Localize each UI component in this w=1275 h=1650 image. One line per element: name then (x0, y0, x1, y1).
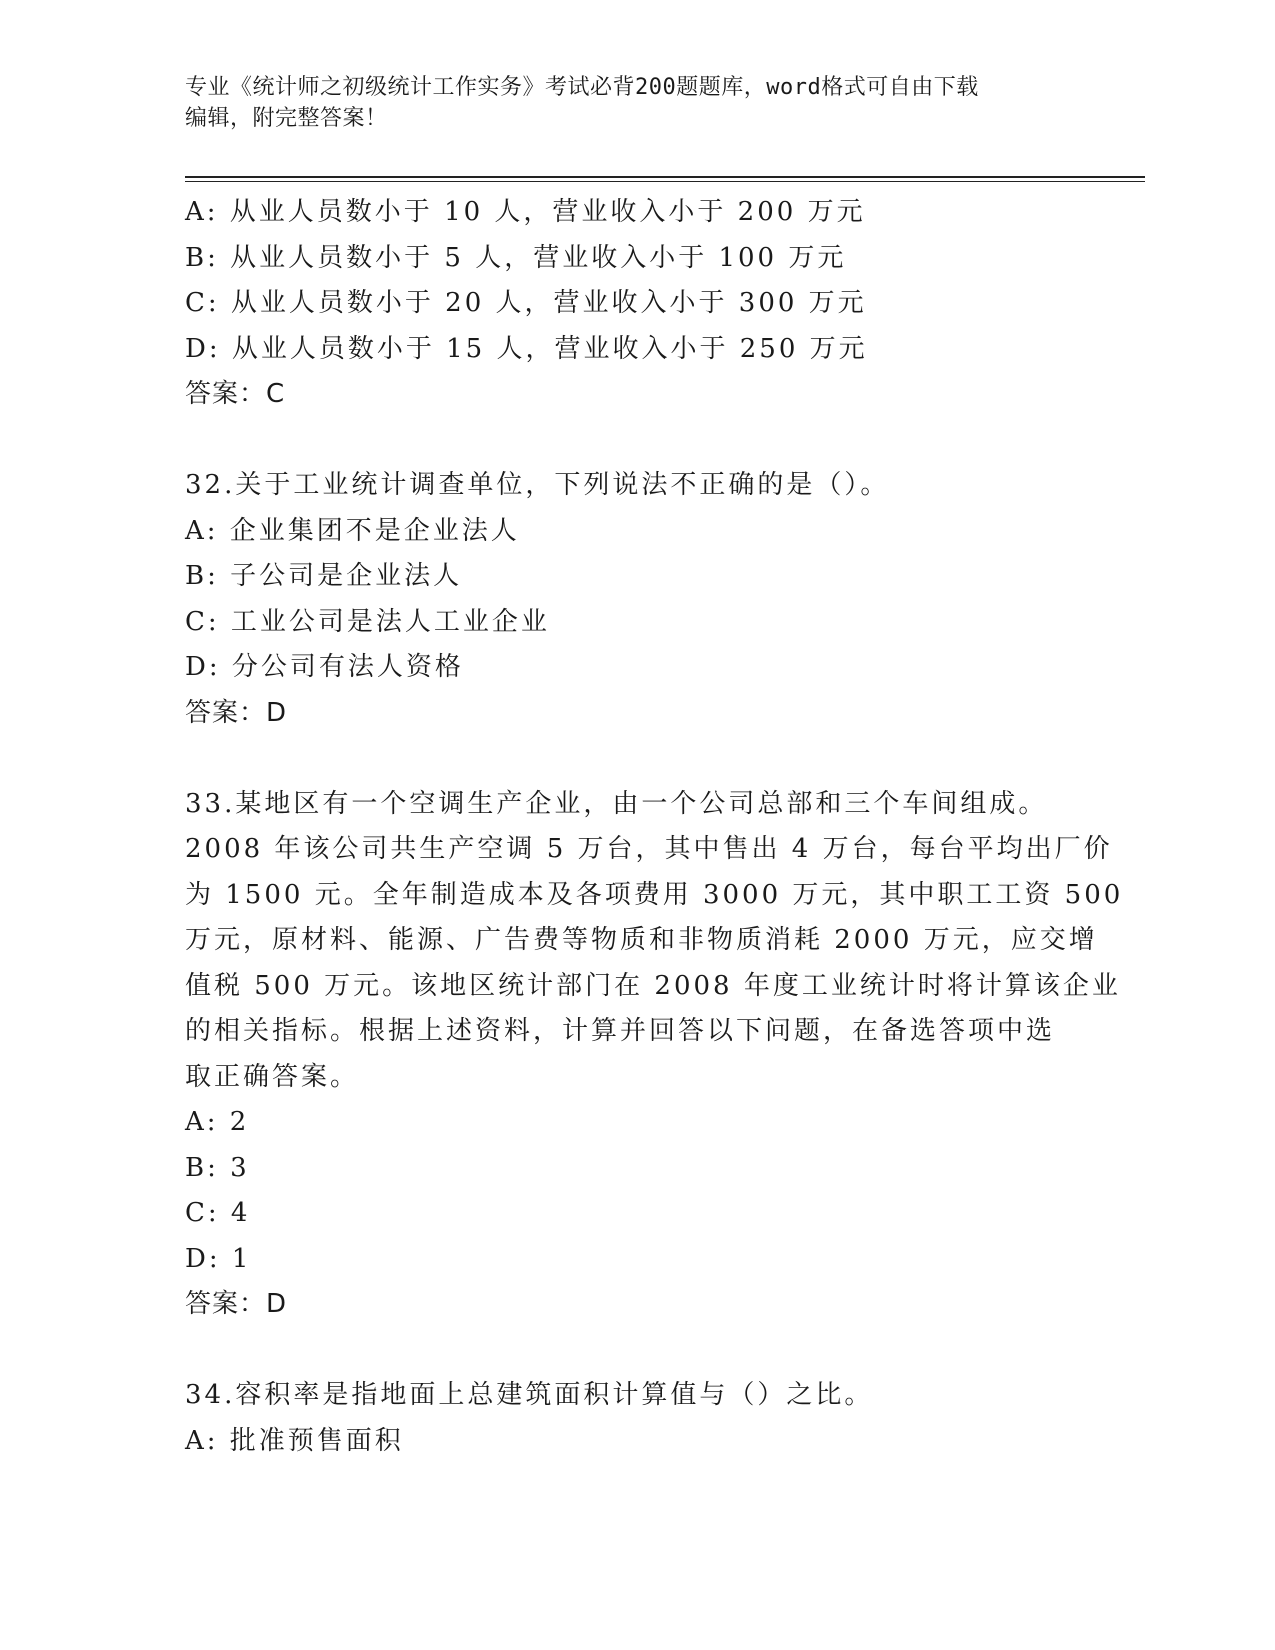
question-31 (185, 190, 1085, 418)
header-rule-thick (185, 176, 1145, 178)
header-rule-thin (185, 181, 1145, 182)
question-stem-line: 的相关指标。根据上述资料，计算并回答以下问题，在备选答项中选 (185, 1016, 1056, 1046)
option-b: B: 3 (185, 1152, 250, 1183)
answer-label: 答案：D (185, 1289, 288, 1319)
option-a: A: 2 (185, 1107, 250, 1137)
question-stem-line: 33.某地区有一个空调生产企业，由一个公司总部和三个车间组成。 (185, 788, 1048, 819)
question-list (185, 190, 1124, 1464)
question-stem-line: 取正确答案。 (185, 1061, 360, 1092)
option-d: D: 从业人员数小于 15 人，营业收入小于 250 万元 (185, 333, 868, 364)
header-line-2: 编辑，附完整答案！ (185, 106, 388, 131)
question-stem-line: 万元，原材料、能源、广告费等物质和非物质消耗 2000 万元，应交增 (185, 925, 1098, 955)
option-c: C: 工业公司是法人工业企业 (185, 606, 550, 637)
question-32 (185, 463, 1085, 736)
option-b: B: 子公司是企业法人 (185, 561, 463, 591)
option-d: D: 1 (185, 1243, 252, 1274)
question-34 (185, 1373, 1085, 1464)
question-stem-line: 为 1500 元。全年制造成本及各项费用 3000 万元，其中职工工资 500 (185, 879, 1124, 910)
option-a: A: 从业人员数小于 10 人，营业收入小于 200 万元 (185, 197, 866, 227)
answer-label: 答案：C (185, 379, 286, 409)
question-stem: 32.关于工业统计调查单位，下列说法不正确的是（）。 (185, 470, 890, 500)
option-a: A: 批准预售面积 (185, 1425, 404, 1456)
option-c: C: 从业人员数小于 20 人，营业收入小于 300 万元 (185, 288, 867, 318)
question-stem-line: 2008 年该公司共生产空调 5 万台，其中售出 4 万台，每台平均出厂价 (185, 834, 1113, 864)
answer-label: 答案：D (185, 697, 288, 728)
option-b: B: 从业人员数小于 5 人，营业收入小于 100 万元 (185, 242, 847, 273)
question-stem-line: 值税 500 万元。该地区统计部门在 2008 年度工业统计时将计算该企业 (185, 970, 1121, 1001)
header-line-1: 专业《统计师之初级统计工作实务》考试必背200题题库，word格式可自由下载 (185, 75, 979, 100)
option-c: C: 4 (185, 1198, 251, 1228)
option-d: D: 分公司有法人资格 (185, 652, 464, 682)
option-a: A: 企业集团不是企业法人 (185, 515, 520, 546)
question-33 (185, 782, 1124, 1328)
document-header (185, 72, 1085, 134)
question-stem: 34.容积率是指地面上总建筑面积计算值与（）之比。 (185, 1380, 874, 1410)
